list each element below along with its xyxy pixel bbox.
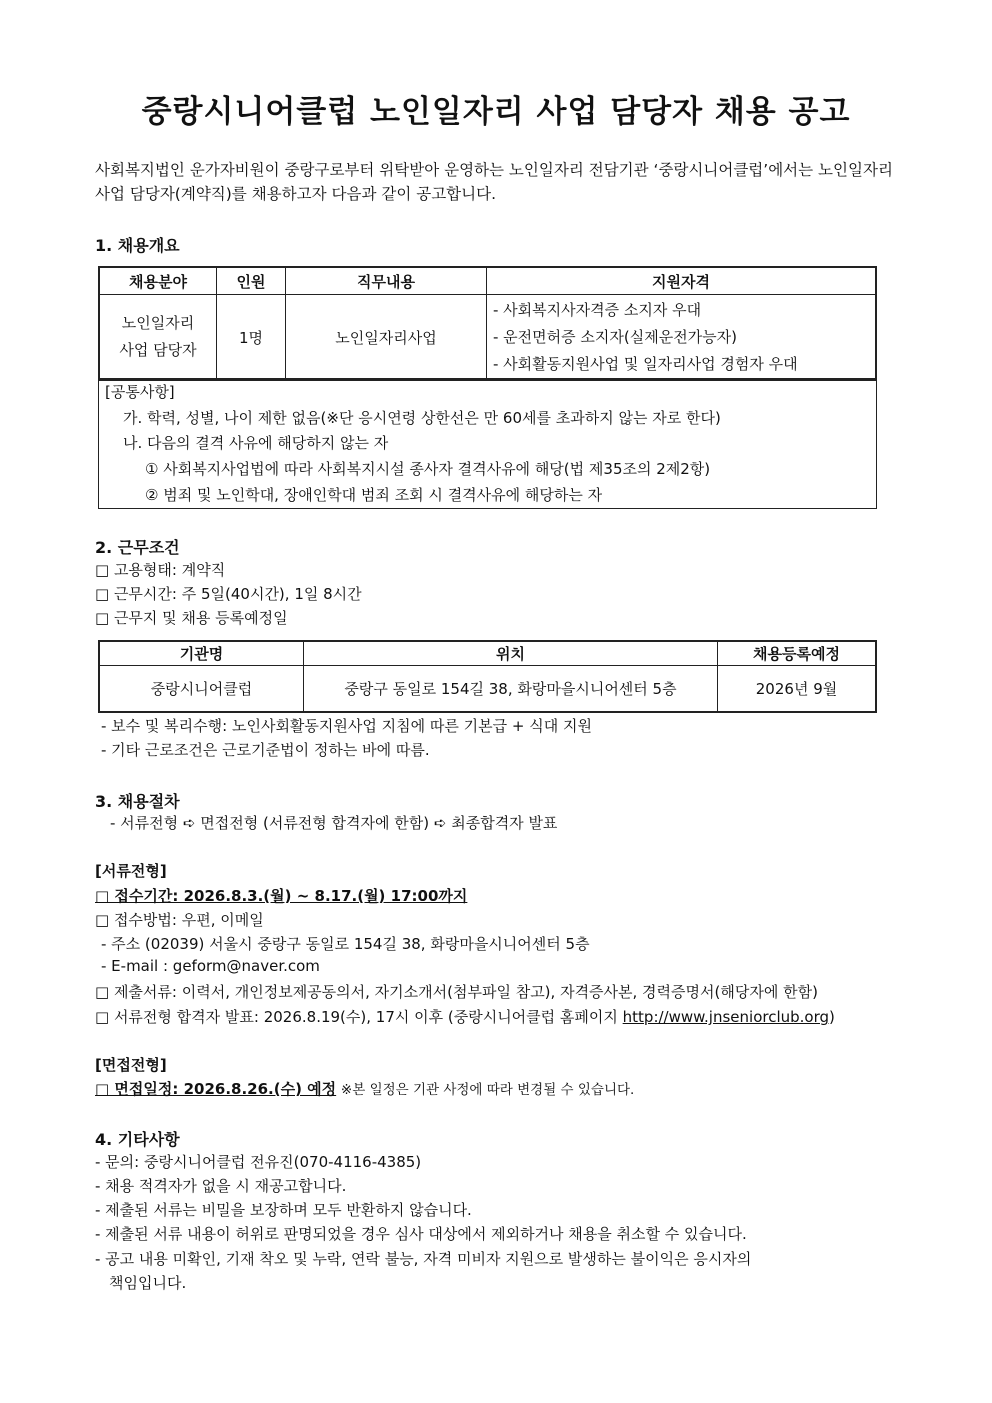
section-1-heading: 1. 채용개요 (95, 236, 180, 255)
application-method: □ 접수방법: 우편, 이메일 (95, 911, 264, 929)
common-label: [공통사항] (105, 383, 175, 401)
col-header-location: 위치 (304, 642, 718, 666)
interview-note: ※본 일정은 기관 사정에 따라 변경될 수 있습니다. (340, 1082, 635, 1098)
col-header-field: 채용분야 (100, 268, 217, 295)
interview-label: [면접전형] (95, 1056, 167, 1074)
email-address: - E-mail : geform@naver.com (101, 957, 320, 975)
contact-info: - 문의: 중랑시니어클럽 전유진(070-4116-4385) (95, 1153, 422, 1171)
page-title: 중랑시니어클럽 노인일자리 사업 담당자 채용 공고 (141, 94, 851, 130)
announcement-text: □ 서류전형 합격자 발표: 2026.8.19(수), 17시 이후 (중랑시니어클럽 홈페이지 (95, 1008, 623, 1026)
cell-count: 1명 (217, 295, 286, 380)
workplace-table (98, 640, 877, 713)
intro-paragraph: 사회복지법인 운가자비원이 중랑구로부터 위탁받아 운영하는 노인일자리 전담기관 ‘중랑시니어클럽’에서는 노인일자리 사업 담당자(계약직)를 채용하고자 다음과 같이 공고합니다. (95, 161, 893, 203)
other-item: - 제출된 서류 내용이 허위로 판명되었을 경우 심사 대상에서 제외하거나 채용을 취소할 수 있습니다. (95, 1225, 747, 1243)
section-4-heading: 4. 기타사항 (95, 1130, 180, 1149)
qualification-item: - 사회활동지원사업 및 일자리사업 경험자 우대 (493, 354, 798, 373)
cell-duty: 노인일자리사업 (286, 295, 487, 380)
other-item-continued: 책임입니다. (109, 1274, 187, 1292)
common-requirements-box (98, 378, 877, 509)
document-screening-label: [서류전형] (95, 862, 167, 880)
cell-location: 중랑구 동일로 154길 38, 화랑마을시니어센터 5층 (304, 666, 718, 712)
application-period: □ 접수기간: 2026.8.3.(월) ~ 8.17.(월) 17:00까지 (95, 887, 468, 905)
announcement-close: ) (829, 1008, 835, 1026)
section-3-heading: 3. 채용절차 (95, 792, 180, 811)
common-item: 나. 다음의 결격 사유에 해당하지 않는 자 (123, 434, 389, 452)
other-item: - 공고 내용 미확인, 기재 착오 및 누락, 연락 불능, 자격 미비자 지원으로 발생하는 불이익은 응시자의 (95, 1250, 752, 1268)
col-header-org: 기관명 (100, 642, 304, 666)
field-text: 노인일자리 사업 담당자 (119, 314, 197, 359)
labor-note: - 기타 근로조건은 근로기준법이 정하는 바에 따름. (101, 741, 430, 759)
col-header-count: 인원 (217, 268, 286, 295)
interview-date: □ 면접일정: 2026.8.26.(수) 예정 (95, 1080, 337, 1098)
cell-qualifications (487, 295, 876, 380)
col-header-qualification: 지원자격 (487, 268, 876, 295)
cell-date: 2026년 9월 (718, 666, 876, 712)
other-item: - 채용 적격자가 없을 시 재공고합니다. (95, 1177, 347, 1195)
required-documents: □ 제출서류: 이력서, 개인정보제공동의서, 자기소개서(첨부파일 참고), 자격증사본, 경력증명서(해당자에 한함) (95, 983, 818, 1001)
employment-type: □ 고용형태: 계약직 (95, 561, 226, 579)
mail-address: - 주소 (02039) 서울시 중랑구 동일로 154길 38, 화랑마을시니어센터 5층 (101, 935, 590, 953)
homepage-link[interactable]: http://www.jnseniorclub.org (622, 1008, 830, 1026)
col-header-date: 채용등록예정 (718, 642, 876, 666)
workplace-heading: □ 근무지 및 채용 등록예정일 (95, 609, 288, 627)
col-header-duty: 직무내용 (286, 268, 487, 295)
interview-schedule-line (95, 1078, 634, 1099)
qualification-item: - 운전면허증 소지자(실제운전가능자) (493, 327, 738, 346)
common-subitem: ① 사회복지사업법에 따라 사회복지시설 종사자 결격사유에 해당(법 제35조의 2제2항) (145, 460, 711, 478)
work-hours: □ 근무시간: 주 5일(40시간), 1일 8시간 (95, 585, 362, 603)
salary-note: - 보수 및 복리수행: 노인사회활동지원사업 지침에 따른 기본급 + 식대 지원 (101, 717, 592, 735)
qualification-item: - 사회복지사자격증 소지자 우대 (493, 300, 702, 319)
procedure-flow: - 서류전형 ➪ 면접전형 (서류전형 합격자에 한함) ➪ 최종합격자 발표 (110, 814, 558, 832)
recruit-overview-table (98, 266, 877, 381)
section-2-heading: 2. 근무조건 (95, 538, 180, 557)
common-item: 가. 학력, 성별, 나이 제한 없음(※단 응시연령 상한선은 만 60세를 초과하지 않는 자로 한다) (123, 409, 721, 427)
cell-org: 중랑시니어클럽 (100, 666, 304, 712)
cell-field (100, 295, 217, 380)
other-item: - 제출된 서류는 비밀을 보장하며 모두 반환하지 않습니다. (95, 1201, 472, 1219)
screening-result-announcement (95, 1006, 835, 1027)
common-subitem: ② 범죄 및 노인학대, 장애인학대 범죄 조회 시 결격사유에 해당하는 자 (145, 486, 603, 504)
